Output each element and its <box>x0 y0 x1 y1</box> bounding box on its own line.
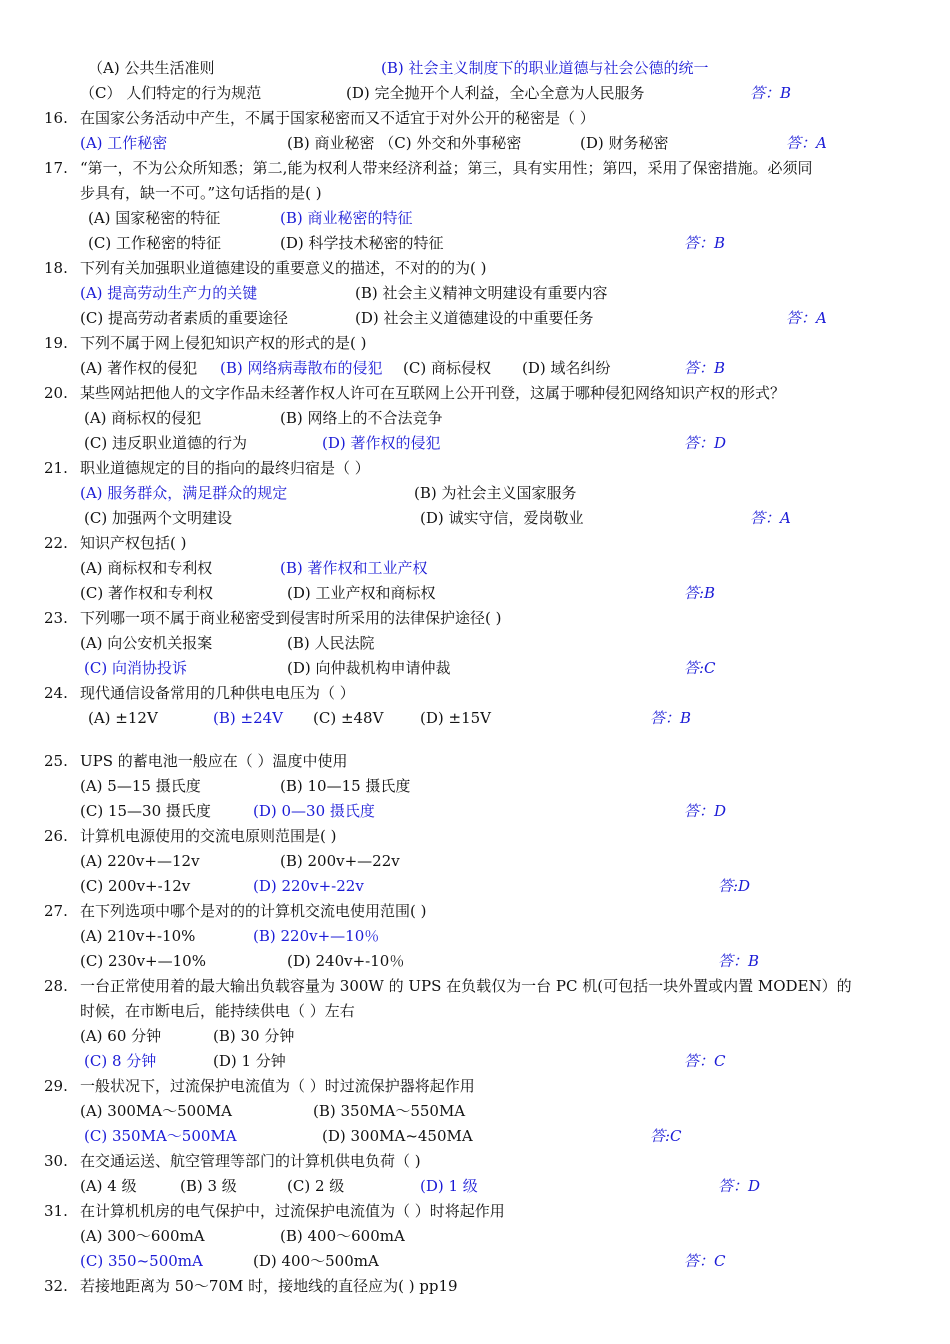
option-line <box>0 1025 950 1047</box>
option-line <box>0 632 950 654</box>
option-line <box>0 507 950 529</box>
option-line <box>0 775 950 797</box>
correct-option: (D) 著作权的侵犯 <box>322 434 441 452</box>
question-number: 18. <box>44 259 68 277</box>
correct-option: (D) 220v+-22v <box>253 877 364 895</box>
answer-key: 答：B <box>684 359 726 377</box>
question-line <box>0 975 950 997</box>
question-line <box>0 825 950 847</box>
question-text: 计算机电源使用的交流电原则范围是( ) <box>80 827 337 845</box>
option-text: (D) 向仲裁机构申请仲裁 <box>287 659 451 677</box>
question-line <box>0 157 950 179</box>
option-line <box>0 282 950 304</box>
option-text: (A) ±12V <box>88 709 158 727</box>
option-line <box>0 407 950 429</box>
option-text: (A) 商标权的侵犯 <box>84 409 202 427</box>
correct-option: (D) 1 级 <box>420 1177 478 1195</box>
option-text: (A) 300～600mA <box>80 1227 205 1245</box>
option-text: (C) 商标侵权 <box>403 359 491 377</box>
question-line <box>0 682 950 704</box>
answer-key: 答：A <box>786 309 827 327</box>
correct-option: (A) 工作秘密 <box>80 134 168 152</box>
option-text: (D) 1 分钟 <box>213 1052 286 1070</box>
option-text: (B) 为社会主义国家服务 <box>414 484 577 502</box>
option-line <box>0 1225 950 1247</box>
option-text: (C) 2 级 <box>287 1177 345 1195</box>
question-text: 知识产权包括( ) <box>80 534 187 552</box>
option-text: (C) 违反职业道德的行为 <box>84 434 247 452</box>
option-text: (B) 3 级 <box>180 1177 237 1195</box>
option-text: (D) 诚实守信，爱岗敬业 <box>420 509 584 527</box>
option-line <box>0 1050 950 1072</box>
option-text: (D) 工业产权和商标权 <box>287 584 436 602</box>
option-line <box>0 207 950 229</box>
option-text: (C) 提高劳动者素质的重要途径 <box>80 309 288 327</box>
question-text: UPS 的蓄电池一般应在（ ）温度中使用 <box>80 752 348 770</box>
option-line <box>0 307 950 329</box>
question-number: 28. <box>44 977 68 995</box>
option-text: (A) 5—15 摄氏度 <box>80 777 201 795</box>
question-text: 在国家公务活动中产生，不属于国家秘密而又不适宜于对外公开的秘密是（ ） <box>80 109 595 127</box>
answer-key: 答:C <box>650 1127 682 1145</box>
correct-option: (C) 350~500mA <box>80 1252 203 1270</box>
question-text: 在交通运送、航空管理等部门的计算机供电负荷（ ) <box>80 1152 421 1170</box>
correct-option: (C) 8 分钟 <box>84 1052 157 1070</box>
question-text: 一般状况下，过流保护电流值为（ ）时过流保护器将起作用 <box>80 1077 475 1095</box>
option-line <box>0 1250 950 1272</box>
option-text: (B) 社会主义精神文明建设有重要内容 <box>355 284 608 302</box>
question-number: 19. <box>44 334 68 352</box>
option-text: (A) 国家秘密的特征 <box>88 209 221 227</box>
question-number: 21. <box>44 459 68 477</box>
question-line <box>0 1075 950 1097</box>
correct-option: (A) 提高劳动生产力的关键 <box>80 284 258 302</box>
option-text: (C) ±48V <box>313 709 384 727</box>
question-number: 29. <box>44 1077 68 1095</box>
option-line <box>0 925 950 947</box>
correct-option: (A) 服务群众，满足群众的规定 <box>80 484 288 502</box>
option-text: (C) 加强两个文明建设 <box>84 509 232 527</box>
option-text: 步具有，缺一不可。”这句话指的是( ) <box>80 184 322 202</box>
option-text: (A) 4 级 <box>80 1177 137 1195</box>
option-text: (D) 社会主义道德建设的中重要任务 <box>355 309 594 327</box>
question-text: 职业道德规定的目的指向的最终归宿是（ ） <box>80 459 370 477</box>
option-text: (D) 域名纠纷 <box>522 359 611 377</box>
question-text: 现代通信设备常用的几种供电电压为（ ） <box>80 684 355 702</box>
option-text: (C) 15—30 摄氏度 <box>80 802 211 820</box>
option-text: (D) 300MA~450MA <box>322 1127 473 1145</box>
option-line <box>0 1100 950 1122</box>
question-text: 若接地距离为 50～70M 时，接地线的直径应为( ) pp19 <box>80 1277 458 1295</box>
option-text: (D) 科学技术秘密的特征 <box>280 234 444 252</box>
question-number: 31. <box>44 1202 68 1220</box>
option-text: (B) 人民法院 <box>287 634 375 652</box>
correct-option: (B) ±24V <box>213 709 283 727</box>
question-line <box>0 1200 950 1222</box>
option-text: (C) 著作权和专利权 <box>80 584 213 602</box>
option-text: (A) 220v+—12v <box>80 852 200 870</box>
question-text: 一台正常使用着的最大输出负载容量为 300W 的 UPS 在负载仅为一台 PC 机(可包括一块外置或内置 MODEN）的 <box>80 977 852 995</box>
option-line <box>0 850 950 872</box>
option-text: (B) 网络上的不合法竞争 <box>280 409 443 427</box>
answer-key: 答：D <box>684 434 727 452</box>
answer-key: 答：D <box>718 1177 761 1195</box>
option-text: (B) 10—15 摄氏度 <box>280 777 411 795</box>
option-line <box>0 1000 950 1022</box>
option-line <box>0 657 950 679</box>
option-text: (B) 商业秘密 （C) 外交和外事秘密 <box>287 134 522 152</box>
answer-key: 答:C <box>684 659 716 677</box>
correct-option: (C) 向消协投诉 <box>84 659 187 677</box>
answer-key: 答：D <box>684 802 727 820</box>
option-line <box>0 232 950 254</box>
option-line <box>0 557 950 579</box>
question-line <box>0 457 950 479</box>
option-line <box>0 432 950 454</box>
question-number: 22. <box>44 534 68 552</box>
question-number: 25. <box>44 752 68 770</box>
option-text: (A) 60 分钟 <box>80 1027 162 1045</box>
option-line <box>0 1125 950 1147</box>
question-line <box>0 900 950 922</box>
option-text: (B) 200v+—22v <box>280 852 400 870</box>
option-text: （C） 人们特定的行为规范 <box>80 84 262 102</box>
answer-key: 答：C <box>684 1252 726 1270</box>
option-text: (C) 200v+-12v <box>80 877 191 895</box>
option-line <box>0 950 950 972</box>
option-text: (A) 商标权和专利权 <box>80 559 213 577</box>
question-line <box>0 332 950 354</box>
answer-key: 答：C <box>684 1052 726 1070</box>
answer-key: 答：A <box>750 509 791 527</box>
answer-key: 答:B <box>684 584 716 602</box>
question-number: 26. <box>44 827 68 845</box>
option-line <box>0 707 950 729</box>
answer-key: 答：A <box>786 134 827 152</box>
correct-option: (B) 社会主义制度下的职业道德与社会公德的统一 <box>381 59 709 77</box>
option-text: (D) ±15V <box>420 709 491 727</box>
question-number: 17. <box>44 159 68 177</box>
question-number: 23. <box>44 609 68 627</box>
option-text: （A) 公共生活准则 <box>88 59 215 77</box>
question-line <box>0 382 950 404</box>
answer-key: 答:D <box>718 877 751 895</box>
question-line <box>0 257 950 279</box>
option-line <box>0 800 950 822</box>
question-line <box>0 750 950 772</box>
correct-option: (B) 著作权和工业产权 <box>280 559 428 577</box>
answer-key: 答：B <box>650 709 692 727</box>
answer-key: 答：B <box>684 234 726 252</box>
answer-key: 答：B <box>718 952 760 970</box>
option-line <box>0 182 950 204</box>
option-text: (B) 350MA～550MA <box>313 1102 466 1120</box>
option-line <box>0 82 950 104</box>
question-text: 在下列选项中哪个是对的的计算机交流电使用范围( ) <box>80 902 427 920</box>
option-line <box>0 1175 950 1197</box>
option-line <box>0 132 950 154</box>
option-text: (B) 400～600mA <box>280 1227 405 1245</box>
option-line <box>0 57 950 79</box>
option-text: (A) 著作权的侵犯 <box>80 359 198 377</box>
option-text: (C) 230v+—10% <box>80 952 206 970</box>
question-number: 30. <box>44 1152 68 1170</box>
question-number: 24. <box>44 684 68 702</box>
question-line <box>0 607 950 629</box>
question-number: 27. <box>44 902 68 920</box>
option-text: (A) 向公安机关报案 <box>80 634 213 652</box>
correct-option: (D) 0—30 摄氏度 <box>253 802 375 820</box>
option-text: (A) 300MA～500MA <box>80 1102 232 1120</box>
question-line <box>0 107 950 129</box>
option-text: (D) 240v+-10％ <box>287 952 405 970</box>
question-text: 下列哪一项不属于商业秘密受到侵害时所采用的法律保护途径( ) <box>80 609 502 627</box>
option-line <box>0 357 950 379</box>
option-line <box>0 582 950 604</box>
option-text: 时候，在市断电后，能持续供电（ ）左右 <box>80 1002 355 1020</box>
correct-option: (B) 220v+—10％ <box>253 927 380 945</box>
question-line <box>0 1275 950 1297</box>
question-text: 在计算机机房的电气保护中，过流保护电流值为（ ）时将起作用 <box>80 1202 505 1220</box>
question-line <box>0 532 950 554</box>
correct-option: (B) 网络病毒散布的侵犯 <box>220 359 383 377</box>
option-text: (A) 210v+-10% <box>80 927 196 945</box>
option-line <box>0 482 950 504</box>
option-text: (C) 工作秘密的特征 <box>88 234 221 252</box>
question-text: 某些网站把他人的文字作品未经著作权人许可在互联网上公开刊登，这属于哪种侵犯网络知识产权的形式？ <box>80 384 786 402</box>
option-text: (D) 完全抛开个人利益，全心全意为人民服务 <box>346 84 645 102</box>
option-text: (D) 财务秘密 <box>580 134 669 152</box>
option-text: (D) 400～500mA <box>253 1252 379 1270</box>
option-text: (B) 30 分钟 <box>213 1027 295 1045</box>
correct-option: (B) 商业秘密的特征 <box>280 209 413 227</box>
question-text: “第一，不为公众所知悉；第二,能为权利人带来经济利益；第三，具有实用性；第四，采用了保密措施。必须同 <box>80 159 813 177</box>
question-text: 下列不属于网上侵犯知识产权的形式的是( ) <box>80 334 367 352</box>
question-number: 32. <box>44 1277 68 1295</box>
question-line <box>0 1150 950 1172</box>
question-number: 20. <box>44 384 68 402</box>
question-text: 下列有关加强职业道德建设的重要意义的描述，不对的的为( ) <box>80 259 487 277</box>
question-number: 16. <box>44 109 68 127</box>
answer-key: 答：B <box>750 84 792 102</box>
option-line <box>0 875 950 897</box>
correct-option: (C) 350MA～500MA <box>84 1127 237 1145</box>
